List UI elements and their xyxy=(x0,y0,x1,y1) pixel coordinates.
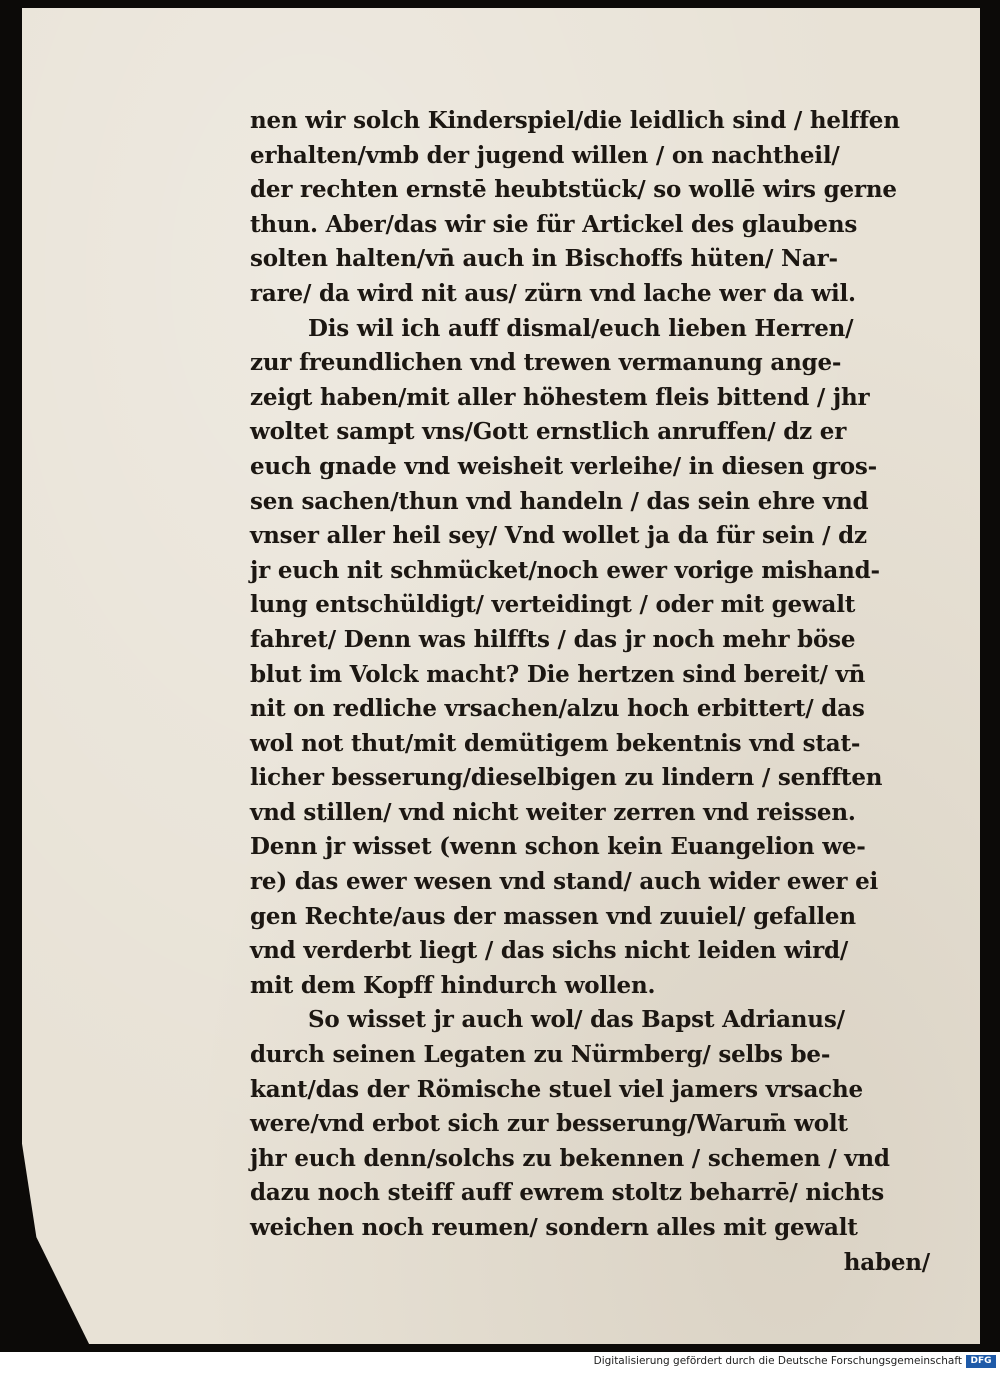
text-line: were/vnd erbot sich zur besserung/Warum̄ wolt xyxy=(250,1110,848,1138)
text-line: rare/ da wird nit aus/ zürn vnd lache wer da wil. xyxy=(250,279,856,307)
text-line: wol not thut/mit demütigem bekentnis vnd stat- xyxy=(250,729,861,757)
text-line: gen Rechte/aus der massen vnd zuuiel/ gefallen xyxy=(250,902,856,930)
text-line: woltet sampt vns/Gott ernstlich anruffen/ dz er xyxy=(250,418,847,446)
text-line: jhr euch denn/solchs zu bekennen / schemen / vnd xyxy=(250,1144,890,1172)
text-line: der rechten ernstē heubtstück/ so wollē wirs gerne xyxy=(250,176,897,204)
text-line: zeigt haben/mit aller höhestem fleis bittend / jhr xyxy=(250,383,870,411)
text-line: durch seinen Legaten zu Nürmberg/ selbs be- xyxy=(250,1041,831,1069)
text-line: zur freundlichen vnd trewen vermanung ange- xyxy=(250,349,842,377)
text-line: kant/das der Römische stuel viel jamers vrsache xyxy=(250,1075,863,1103)
text-line: lung entschüldigt/ verteidingt / oder mit gewalt xyxy=(250,591,856,619)
text-line: jr euch nit schmücket/noch ewer vorige mishand- xyxy=(250,556,880,584)
page-text xyxy=(250,104,950,1280)
text-line: erhalten/vmb der jugend willen / on nachtheil/ xyxy=(250,141,840,169)
text-line: fahret/ Denn was hilffts / das jr noch mehr böse xyxy=(250,625,856,653)
text-line: Dis wil ich auff dismal/euch lieben Herren/ xyxy=(308,314,854,342)
text-line: blut im Volck macht? Die hertzen sind bereit/ vn̄ xyxy=(250,660,866,688)
text-line: weichen noch reumen/ sondern alles mit gewalt xyxy=(250,1214,858,1241)
text-line: So wisset jr auch wol/ das Bapst Adrianus/ xyxy=(308,1006,845,1034)
text-line: euch gnade vnd weisheit verleihe/ in diesen gros- xyxy=(250,452,877,480)
text-line: vnser aller heil sey/ Vnd wollet ja da für sein / dz xyxy=(250,522,867,550)
text-line: vnd verderbt liegt / das sichs nicht leiden wird/ xyxy=(250,937,849,965)
text-line: dazu noch steiff auff ewrem stoltz beharrē/ nichts xyxy=(250,1179,884,1207)
text-line: Denn jr wisset (wenn schon kein Euangelion we- xyxy=(250,833,866,861)
catchword: haben/ xyxy=(843,1248,930,1276)
funding-credit: Digitalisierung gefördert durch die Deutsche Forschungsgemeinschaft xyxy=(593,1355,962,1367)
text-line: vnd stillen/ vnd nicht weiter zerren vnd reissen. xyxy=(250,798,856,826)
text-line: nit on redliche vrsachen/alzu hoch erbittert/ das xyxy=(250,695,865,723)
text-line: re) das ewer wesen vnd stand/ auch wider ewer ei xyxy=(250,868,879,896)
text-line: mit dem Kopff hindurch wollen. xyxy=(250,971,656,999)
text-line: sen sachen/thun vnd handeln / das sein ehre vnd xyxy=(250,487,869,515)
text-line: solten halten/vn̄ auch in Bischoffs hüten/ Nar- xyxy=(250,245,838,273)
footer-bar xyxy=(0,1352,1000,1373)
dfg-logo: DFG xyxy=(966,1355,996,1368)
text-line: licher besserung/dieselbigen zu lindern / senfften xyxy=(250,764,883,792)
text-line: nen wir solch Kinderspiel/die leidlich sind / helffen xyxy=(250,107,900,134)
text-line: thun. Aber/das wir sie für Artickel des glaubens xyxy=(250,210,858,238)
